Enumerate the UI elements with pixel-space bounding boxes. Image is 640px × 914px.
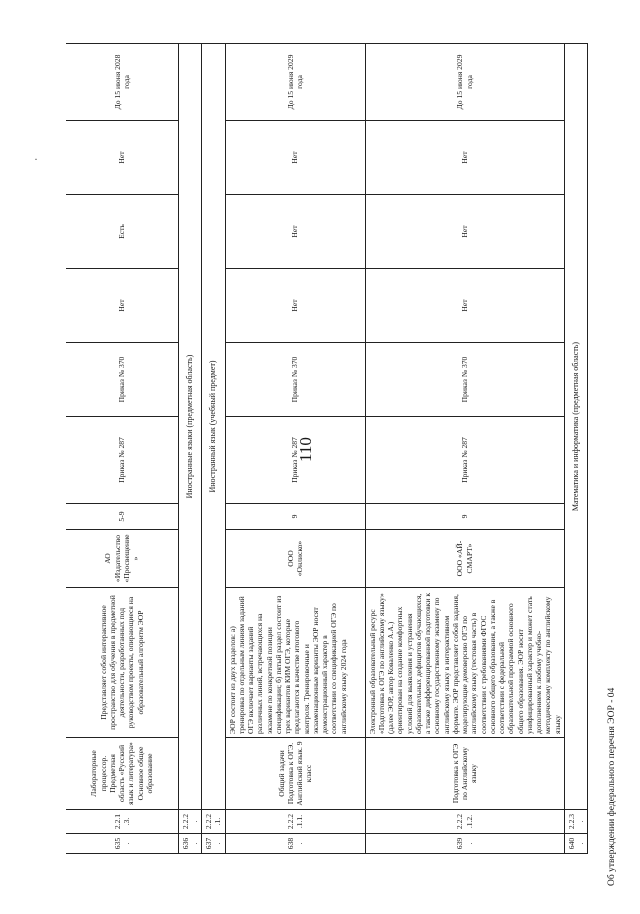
order-287: Приказ № 287	[225, 417, 365, 504]
row-number: 635.	[66, 834, 178, 854]
flag-cell-3: Нет	[66, 121, 178, 195]
page-number: 110	[296, 437, 315, 462]
valid-until: До 15 июня 2029 года	[225, 44, 365, 121]
row-number: 638.	[225, 834, 365, 854]
valid-until: До 15 июня 2028 года	[66, 44, 178, 121]
row-number: 636.	[178, 834, 202, 854]
resource-provider: ООО «Онлиско»	[225, 530, 365, 588]
resource-provider: ООО «АЙ-СМАРТ»	[365, 530, 564, 588]
resource-grades: 9	[225, 504, 365, 530]
resource-grades: 9	[365, 504, 564, 530]
order-287: Приказ № 287	[365, 417, 564, 504]
section-title: Иностранные языки (предметная область)	[178, 44, 202, 810]
section-title: Математика и информатика (предметная область)	[564, 44, 588, 810]
row-code: 2.2.2.1.2.	[365, 810, 564, 834]
resource-name: Подготовка к ОГЭ по Английскому языку	[365, 738, 564, 810]
valid-until: До 15 июня 2029 года	[365, 44, 564, 121]
flag-cell-2: Нет	[225, 195, 365, 269]
table-row	[66, 44, 178, 854]
order-370: Приказ № 370	[66, 343, 178, 417]
section-row	[178, 44, 202, 854]
row-code: 2.2.2.1.	[202, 810, 226, 834]
row-number: 637.	[202, 834, 226, 854]
flag-cell-1: Нет	[225, 269, 365, 343]
resource-name: Общий задачи Подготовка к ОГЭ. Английский язык. 9 класс	[225, 738, 365, 810]
row-code: 2.2.1.3.	[66, 810, 178, 834]
row-code: 2.2.3.	[564, 810, 588, 834]
section-title: Иностранный язык (учебный предмет)	[202, 44, 226, 810]
resource-description: Электронный образовательный ресурс «Подготовка к ОГЭ по английскому языку» (далее ЭОР, автор Коваленко А.А.) ориентирован на создание комфортных условий для выявления и устранения образовательных дефицитов обучающихся, а также дифференцированной подготовки к основному государственному экзамену по английскому языку в интерактивном формате. ЭОР представляет собой задания, моделирующие демоверсию ОГЭ по английскому языку (тестовая часть) в соответствии с требованиями ФГОС основного общего образования, а также в соответствии с федеральной образовательной программой основного общего образования. ЭОР носит унифицированный характер и может стать дополнением к любому учебно-методическому комплекту по английскому языку	[365, 588, 564, 738]
flag-cell-2: Нет	[365, 195, 564, 269]
row-number: 640.	[564, 834, 588, 854]
order-370: Приказ № 370	[365, 343, 564, 417]
eor-table	[66, 43, 588, 854]
order-287: Приказ № 287	[66, 417, 178, 504]
flag-cell-1: Нет	[66, 269, 178, 343]
flag-cell-3: Нет	[225, 121, 365, 195]
resource-description: ЭОР состоит из двух разделов: а) тренировка по отдельным линиям заданий ОГЭ включает варианты заданий различных линий, встречающихся на экзамене по конкретной позиции спецификации; б) пятый раздел состоит из трех вариантов КИМ ОГЭ, которые предлагаются в качестве итогового контроля. Тренировочные и экзаменационные варианты ЭОР носят демонстрационный характер в соответствии со спецификацией ОГЭ по английскому языку 2024 года	[225, 588, 365, 738]
rotated-table-wrapper	[66, 44, 585, 854]
flag-cell-1: Нет	[365, 269, 564, 343]
order-370: Приказ № 370	[225, 343, 365, 417]
flag-cell-3: Нет	[365, 121, 564, 195]
row-code: 2.2.2.	[178, 810, 202, 834]
table-row	[225, 44, 365, 854]
resource-name: Лабораторные процессор. Предметная область «Русский язык и литература» Основное общее образование	[66, 738, 178, 810]
flag-cell-2: Есть	[66, 195, 178, 269]
row-code: 2.2.2.1.1.	[225, 810, 365, 834]
resource-description: Представляет собой интерактивное пространство для обучения в предметной деятельности, разработанных под руководством проекты, опирающиеся на образовательный алгоритм ЭОР	[66, 588, 178, 738]
row-number: 639.	[365, 834, 564, 854]
table-row	[365, 44, 564, 854]
section-row	[564, 44, 588, 854]
resource-grades: 5-9	[66, 504, 178, 530]
section-row	[202, 44, 226, 854]
scan-speck: ·	[34, 152, 38, 166]
footer-caption: Об утверждении федерального перечня ЭОР - 04	[607, 687, 617, 886]
resource-provider: АО «Издательство «Просвещение»	[66, 530, 178, 588]
